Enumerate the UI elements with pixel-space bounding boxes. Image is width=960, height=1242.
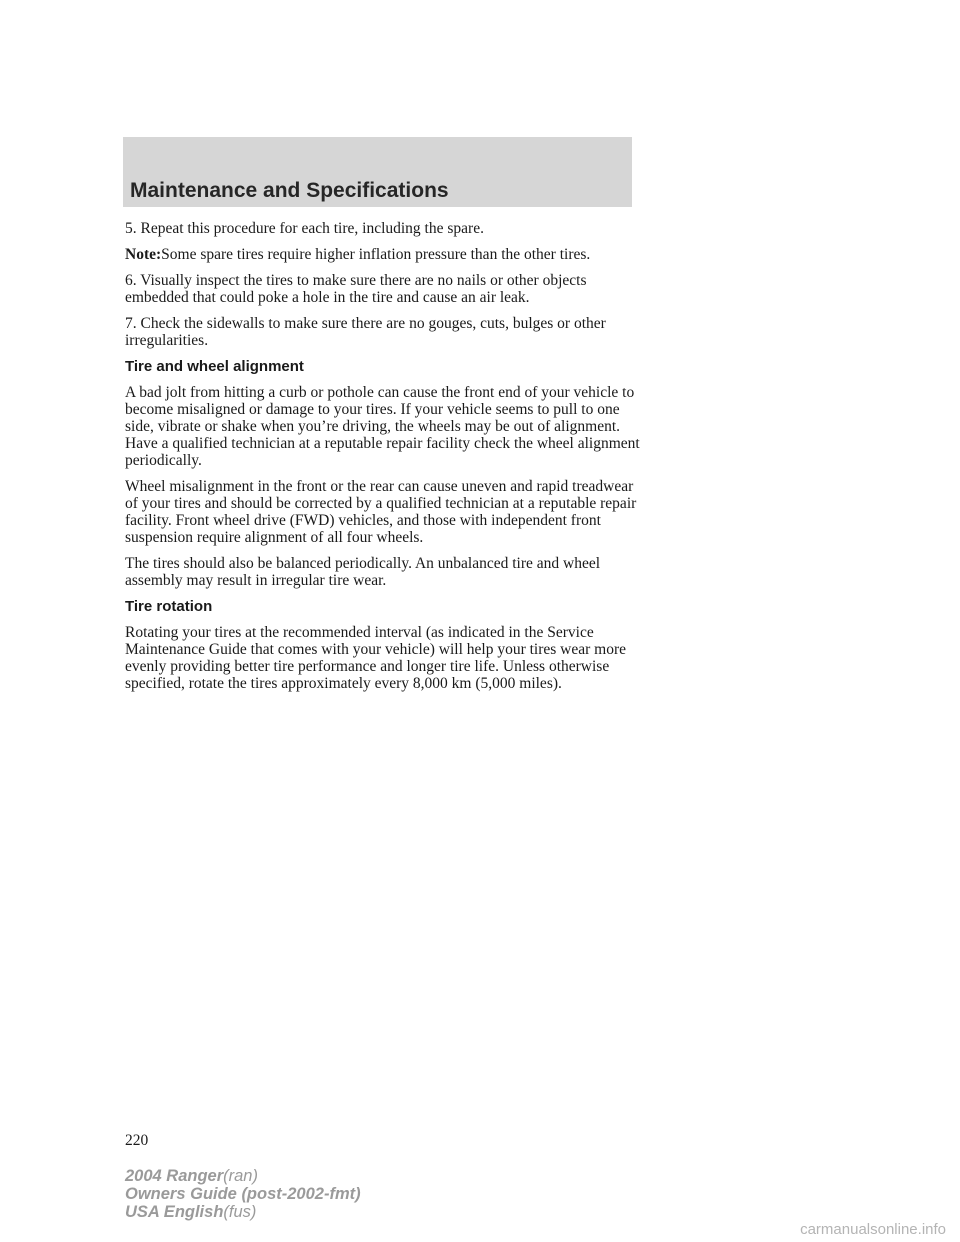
footer-line-1 xyxy=(125,1167,361,1185)
heading-tire-rotation: Tire rotation xyxy=(125,598,213,615)
step-6: 6. Visually inspect the tires to make sure there are no nails or other objects embedded that could poke a hole in the tire and cause an air leak. xyxy=(125,272,587,306)
rotation-paragraph-1: Rotating your tires at the recommended interval (as indicated in the Service Maintenance Guide that comes with your vehicle) will help your tires wear more evenly providing better tire performance and longer tire life. Unless otherwise specified, rotate the tires approximately every 8,000 km (5,000 miles). xyxy=(125,624,627,692)
alignment-paragraph-2: Wheel misalignment in the front or the rear can cause uneven and rapid treadwear of your tires and should be corrected by a qualified technician at a reputable repair facility. Front wheel drive (FWD) vehicles, and those with independent front suspension require alignment of all four wheels. xyxy=(125,478,637,546)
footer-language-code: (fus) xyxy=(223,1203,257,1221)
page-number: 220 xyxy=(125,1132,149,1149)
footer-line-2 xyxy=(125,1185,361,1203)
step-5: 5. Repeat this procedure for each tire, including the spare. xyxy=(125,220,484,237)
footer-guide: Owners Guide (post-2002-fmt) xyxy=(125,1185,361,1203)
section-header xyxy=(123,137,632,207)
note-label: Note: xyxy=(125,246,162,263)
note xyxy=(125,246,640,263)
page-content xyxy=(125,220,640,701)
section-title: Maintenance and Specifications xyxy=(130,179,449,202)
alignment-paragraph-1: A bad jolt from hitting a curb or pothole can cause the front end of your vehicle to become misaligned or damage to your tires. If your vehicle seems to pull to one side, vibrate or shake when you’re driving, the wheels may be out of alignment. Have a qualified technician at a reputable repair facility check the wheel alignment periodically. xyxy=(125,384,640,469)
step-7: 7. Check the sidewalls to make sure there are no gouges, cuts, bulges or other irregularities. xyxy=(125,315,606,349)
document-footer xyxy=(125,1167,361,1221)
footer-model-code: (ran) xyxy=(223,1167,258,1185)
footer-language: USA English xyxy=(125,1203,224,1221)
heading-tire-wheel-alignment: Tire and wheel alignment xyxy=(125,358,304,375)
note-text: Some spare tires require higher inflation pressure than the other tires. xyxy=(161,246,591,263)
footer-model: 2004 Ranger xyxy=(125,1167,224,1185)
alignment-paragraph-3: The tires should also be balanced periodically. An unbalanced tire and wheel assembly may result in irregular tire wear. xyxy=(125,555,601,589)
footer-line-3 xyxy=(125,1203,361,1221)
watermark-link[interactable]: carmanualsonline.info xyxy=(800,1221,946,1238)
